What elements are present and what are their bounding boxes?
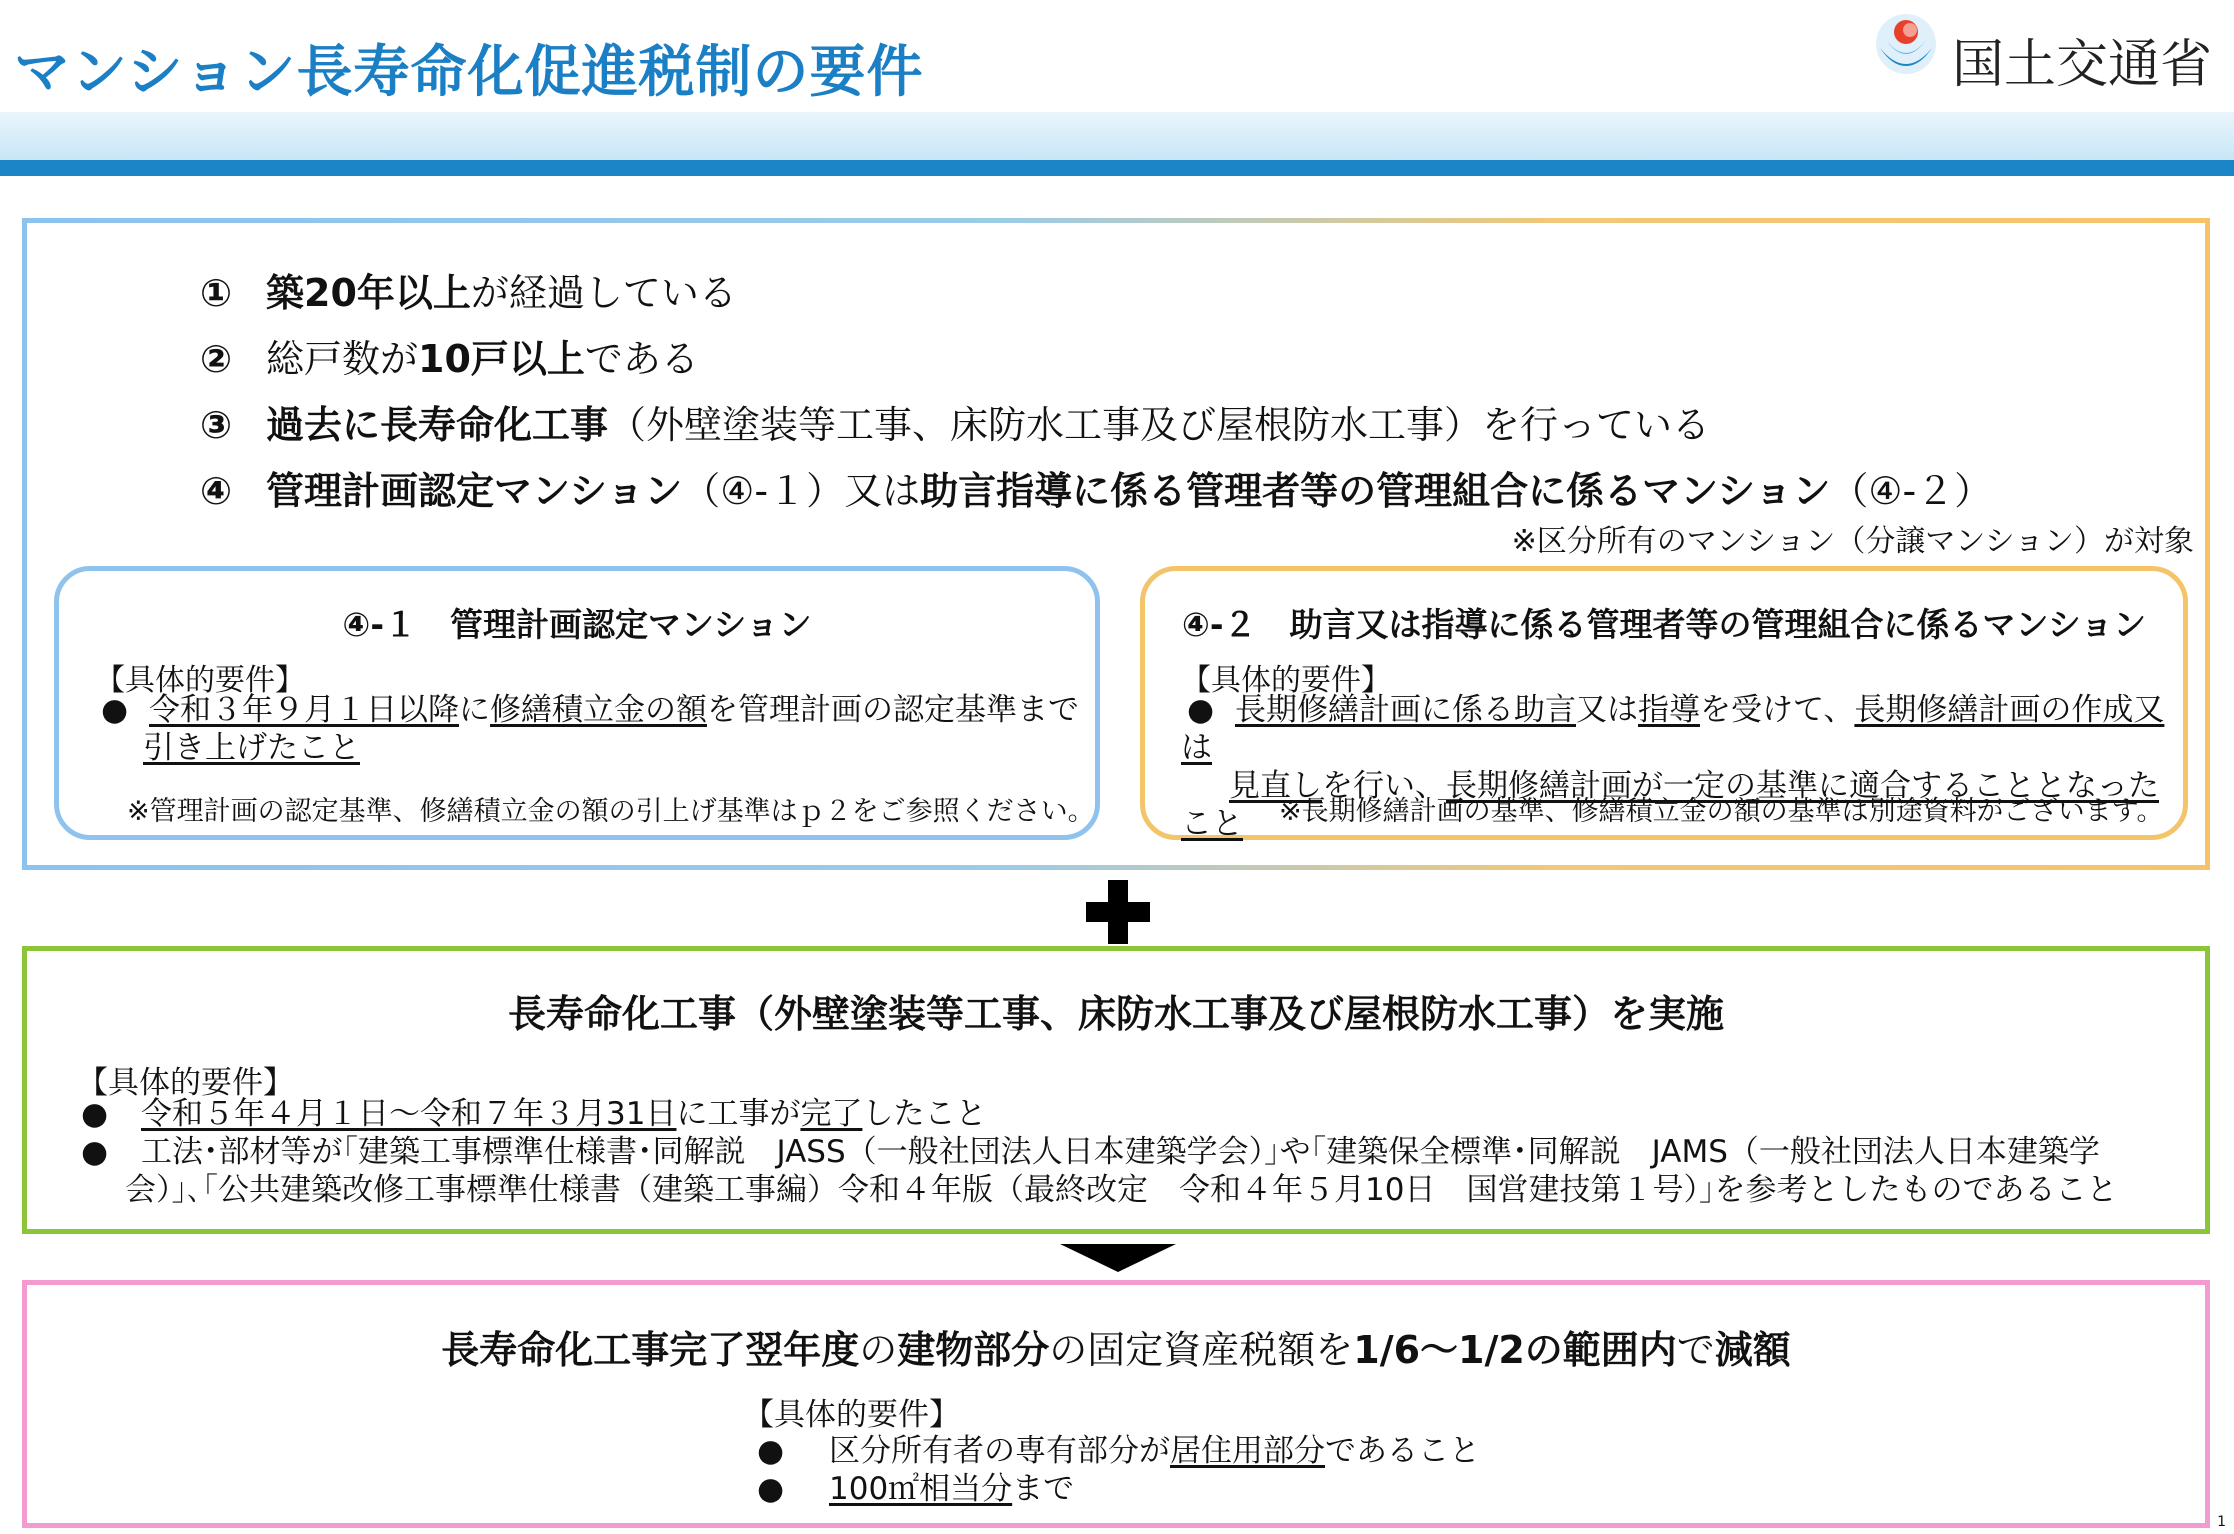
box-heading: 長寿命化工事（外壁塗装等工事、床防水工事及び屋根防水工事）を実施 — [507, 992, 1724, 1036]
text: に — [459, 692, 490, 728]
req-number: ① — [200, 271, 233, 315]
req-text: 総戸数が — [266, 337, 419, 381]
text: 又は — [1576, 692, 1638, 728]
bullet: ● — [757, 1433, 785, 1469]
bullet: ● — [101, 692, 129, 728]
specific-requirements-label: 【具体的要件】 — [743, 1397, 960, 1433]
page-title: マンション長寿命化促進税制の要件 — [14, 40, 924, 105]
work-requirement-1 — [81, 1095, 986, 1133]
text: の — [859, 1328, 898, 1372]
underlined-text: 令和３年９月１日以降 — [149, 692, 459, 728]
req-bold: 管理計画認定マンション — [266, 469, 683, 513]
requirement-1 — [200, 262, 737, 317]
specific-requirements-label: 【具体的要件】 — [95, 663, 305, 698]
certified-mansion-box — [54, 566, 1100, 840]
requirement-4 — [200, 460, 1992, 515]
down-arrow-icon — [1060, 1244, 1176, 1272]
header-band — [0, 112, 2234, 160]
req-text: （外壁塗装等工事、床防水工事及び屋根防水工事）を行っている — [608, 403, 1711, 447]
sub-heading: ④-２ 助言又は指導に係る管理者等の管理組合に係るマンション — [1181, 605, 2147, 644]
req-number: ③ — [200, 403, 233, 447]
underlined-text: 長期修繕計画の作成又は — [1181, 692, 2165, 766]
req-number: ④ — [200, 469, 233, 513]
specific-requirements-label: 【具体的要件】 — [1181, 663, 1391, 698]
text: したこと — [862, 1096, 987, 1132]
req-bold: 過去に長寿命化工事 — [266, 403, 609, 447]
ministry-logo — [1870, 10, 2220, 95]
underlined-text: 長期修繕計画に係る助言 — [1235, 692, 1576, 728]
bold-text: 長寿命化工事完了翌年度 — [441, 1328, 860, 1372]
header-band-line — [0, 160, 2234, 176]
advised-mansion-box — [1140, 566, 2188, 840]
underlined-text: 完了 — [800, 1096, 863, 1132]
underlined-text: 指導 — [1638, 692, 1700, 728]
mlit-logo-icon — [1870, 10, 1942, 86]
underlined-text: 100㎡相当分 — [829, 1471, 1013, 1507]
bullet: ● — [757, 1471, 785, 1507]
tax-requirement-2 — [757, 1463, 1074, 1508]
text: であること — [1325, 1433, 1480, 1469]
bullet: ● — [81, 1134, 109, 1170]
work-requirement-2 — [81, 1133, 2117, 1209]
underlined-text: 見直し — [1229, 768, 1322, 804]
text: まで — [1012, 1471, 1075, 1507]
renovation-work-box — [22, 946, 2210, 1234]
specific-requirements-label: 【具体的要件】 — [77, 1065, 294, 1101]
requirement-2 — [200, 328, 699, 383]
sub-requirement — [95, 691, 1079, 767]
text: を受けて、 — [1700, 692, 1855, 728]
req-text: （④-２） — [1830, 469, 1993, 513]
req-bold: 助言指導に係る管理者等の管理組合に係るマンション — [920, 469, 1831, 513]
underlined-text: 令和５年４月１日～令和７年３月31日 — [141, 1096, 677, 1132]
sub-note: ※管理計画の認定基準、修繕積立金の額の引上げ基準はｐ２をご参照ください。 — [127, 796, 1095, 827]
text: を管理計画の認定基準まで — [707, 692, 1079, 728]
req-bold: 10戸以上 — [418, 337, 585, 381]
req-number: ② — [200, 337, 233, 381]
requirement-3 — [200, 394, 1710, 449]
page-number: 1 — [2217, 1514, 2226, 1530]
tax-reduction-box — [22, 1280, 2210, 1528]
text: 区分所有者の専有部分が — [829, 1433, 1170, 1469]
req-text: （④-１）又は — [682, 469, 921, 513]
bold-text: 建物部分 — [897, 1328, 1050, 1372]
underlined-text: 居住用部分 — [1170, 1433, 1325, 1469]
text: 会）｣､｢公共建築改修工事標準仕様書（建築工事編）令和４年版（最終改定 令和４年５月10日 国営建技第１号）｣を参考としたものであること — [125, 1172, 2118, 1208]
text: で — [1676, 1328, 1715, 1372]
text: に工事が — [676, 1096, 801, 1132]
text: 工法･部材等が｢建築工事標準仕様書･同解説 JASS（一般社団法人日本建築学会）｣や｢建築保全標準･同解説 JAMS（一般社団法人日本建築学 — [141, 1134, 2100, 1170]
bold-text: 1/6～1/2の範囲内 — [1353, 1328, 1677, 1372]
target-note: ※区分所有のマンション（分譲マンション）が対象 — [1511, 524, 2194, 559]
underlined-text: 引き上げたこと — [143, 730, 360, 766]
sub-heading: ④-１ 管理計画認定マンション — [342, 605, 812, 644]
box-heading — [27, 1319, 2205, 1374]
req-text: である — [584, 337, 699, 381]
req-text: が経過している — [470, 271, 737, 315]
bullet: ● — [1187, 692, 1215, 728]
bullet: ● — [81, 1096, 109, 1132]
bold-text: 減額 — [1714, 1328, 1791, 1372]
text: を行い、 — [1322, 768, 1446, 804]
underlined-text: 長期修繕計画が一定の基準に適合することとなったこと — [1181, 768, 2159, 842]
sub-note: ※長期修繕計画の基準、修繕積立金の額の基準は別途資料がございます。 — [1279, 796, 2164, 827]
req-bold: 築20年以上 — [266, 271, 471, 315]
text: の固定資産税額を — [1049, 1328, 1354, 1372]
plus-icon — [1086, 880, 1150, 944]
underlined-text: 修繕積立金の額 — [490, 692, 707, 728]
ministry-name: 国土交通省 — [1952, 35, 2213, 95]
